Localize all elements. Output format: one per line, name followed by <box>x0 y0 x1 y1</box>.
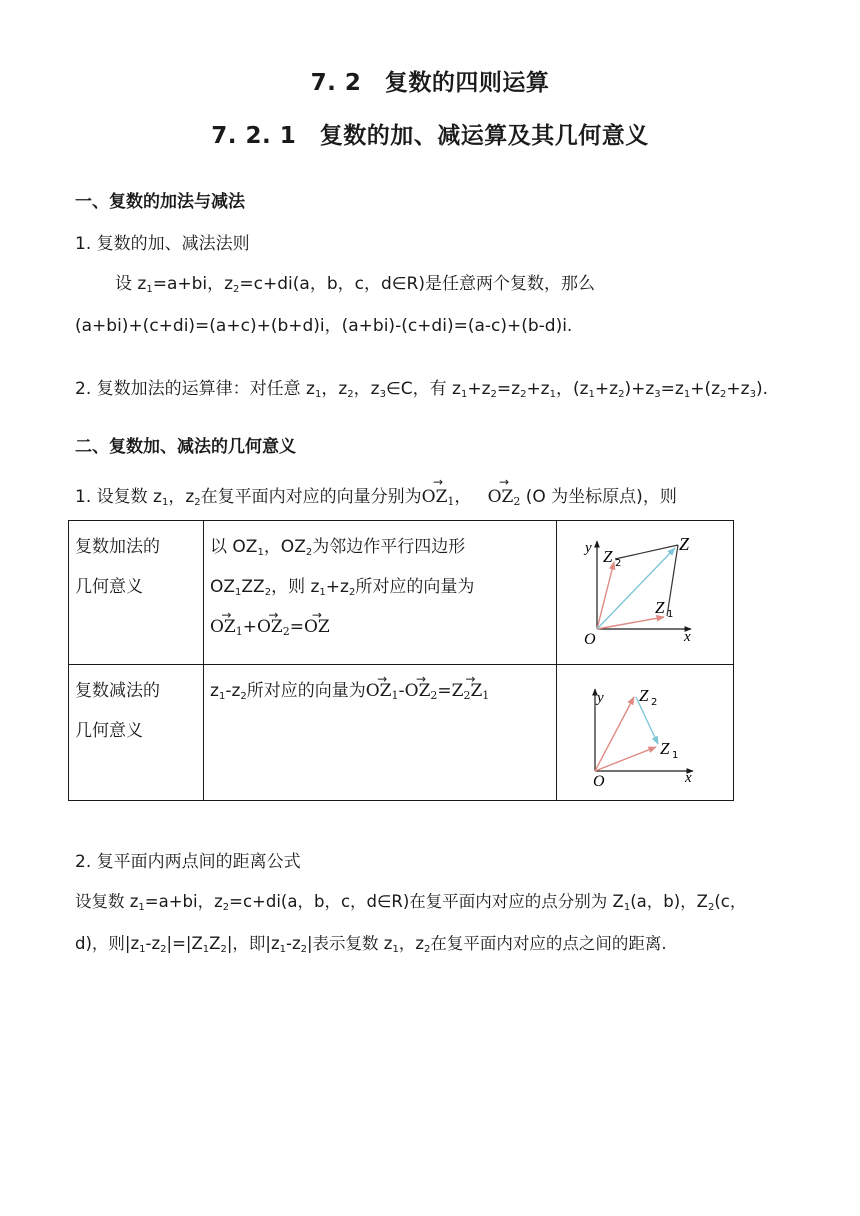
geometry-table <box>68 520 734 801</box>
svg-text:x: x <box>685 770 692 786</box>
subtraction-meaning-cell <box>204 665 557 801</box>
svg-text:Z: Z <box>603 547 613 566</box>
addition-rule-formula: (a+bi)+(c+di)=(a+c)+(b+d)i，(a+bi)-(c+di)=(a-c)+(b-d)i. <box>75 316 573 336</box>
vector-oz2-arrow-2 <box>595 697 634 771</box>
vector-oz1-arrow-2 <box>595 747 656 771</box>
addition-equation: → $OZ_1+\to OZ_2=\to$ OZ <box>210 607 552 647</box>
distance-formula-line-1: 设复数 $z_1=a+bi$，$z_2=c+di(a$，b，c，d∈R)在复平面内对应的点分别为 $Z_1(a$，b)，$Z_2(c$， <box>75 892 747 913</box>
svg-text:2: 2 <box>651 697 658 708</box>
parallelogram-diagram <box>557 521 733 665</box>
side-z1-z <box>667 545 678 616</box>
section-heading-2: 二、复数加、减法的几何意义 <box>75 437 296 457</box>
svg-text:Z: Z <box>639 686 649 705</box>
vector-oz1: → $OZ_1$ <box>422 487 455 507</box>
vector-oz2-arrow <box>597 562 614 629</box>
svg-text:Z: Z <box>660 739 670 758</box>
svg-text:y: y <box>585 540 592 556</box>
subtraction-diagram-cell <box>557 665 734 801</box>
page-title: 7. 2 复数的四则运算 <box>310 70 550 96</box>
item-1-title: 1. 复数的加、减法法则 <box>75 234 250 254</box>
addition-label-cell: 复数加法的 几何意义 <box>69 521 204 665</box>
svg-text:O: O <box>584 631 596 648</box>
addition-diagram-cell <box>557 521 734 665</box>
subtraction-equation: $z_1-z_2$所对应的向量为→ $OZ_1-\to OZ_2=\to Z_2Z_1$ <box>210 671 552 711</box>
addition-rule-line-1: 设 $z_1=a+bi$，$z_2=c+di(a$，b，c，d∈R)是任意两个复数，那么 <box>115 274 596 295</box>
distance-formula-line-2: d)，则$|z_1-z_2|=|Z_1Z_2|$，即$|z_1-z_2|$表示复数 $z_1$，$z_2$在复平面内对应的点之间的距离. <box>75 934 667 955</box>
side-z2-z <box>615 545 678 559</box>
svg-text:1: 1 <box>672 750 679 761</box>
svg-text:Z: Z <box>679 534 690 554</box>
subtraction-label-cell: 复数减法的 几何意义 <box>69 665 204 801</box>
svg-text:2: 2 <box>615 558 622 569</box>
addition-meaning-cell: 以 $OZ_1$，$OZ_2$为邻边作平行四边形 $OZ_1ZZ_2$，则 $z_1+z_2$所对应的向量为 → $OZ_1+\to OZ_2=\to$ OZ <box>204 521 557 665</box>
svg-text:1: 1 <box>667 609 674 620</box>
svg-text:y: y <box>597 690 604 706</box>
distance-formula-title: 2. 复平面内两点间的距离公式 <box>75 852 301 872</box>
svg-text:x: x <box>684 629 691 645</box>
subtraction-diagram <box>557 665 733 801</box>
section-heading-1: 一、复数的加法与减法 <box>75 192 245 212</box>
vector-oz2: → $OZ_2$ <box>488 487 521 507</box>
geometry-intro: 1. 设复数 $z_1$，$z_2$在复平面内对应的向量分别为→ $OZ_1$， → $OZ_2$ (O 为坐标原点)，则 <box>75 482 677 507</box>
page-subtitle: 7. 2. 1 复数的加、减运算及其几何意义 <box>211 123 649 149</box>
svg-text:O: O <box>593 773 605 790</box>
addition-laws: 2. 复数加法的运算律：对任意 $z_1$，$z_2$，$z_3\in C$，有 $z_1+z_2=z_2+z_1$，$(z_1+z_2)+z_3=z_1+(z_2+z_3)$. <box>75 379 768 400</box>
svg-text:Z: Z <box>655 598 665 617</box>
